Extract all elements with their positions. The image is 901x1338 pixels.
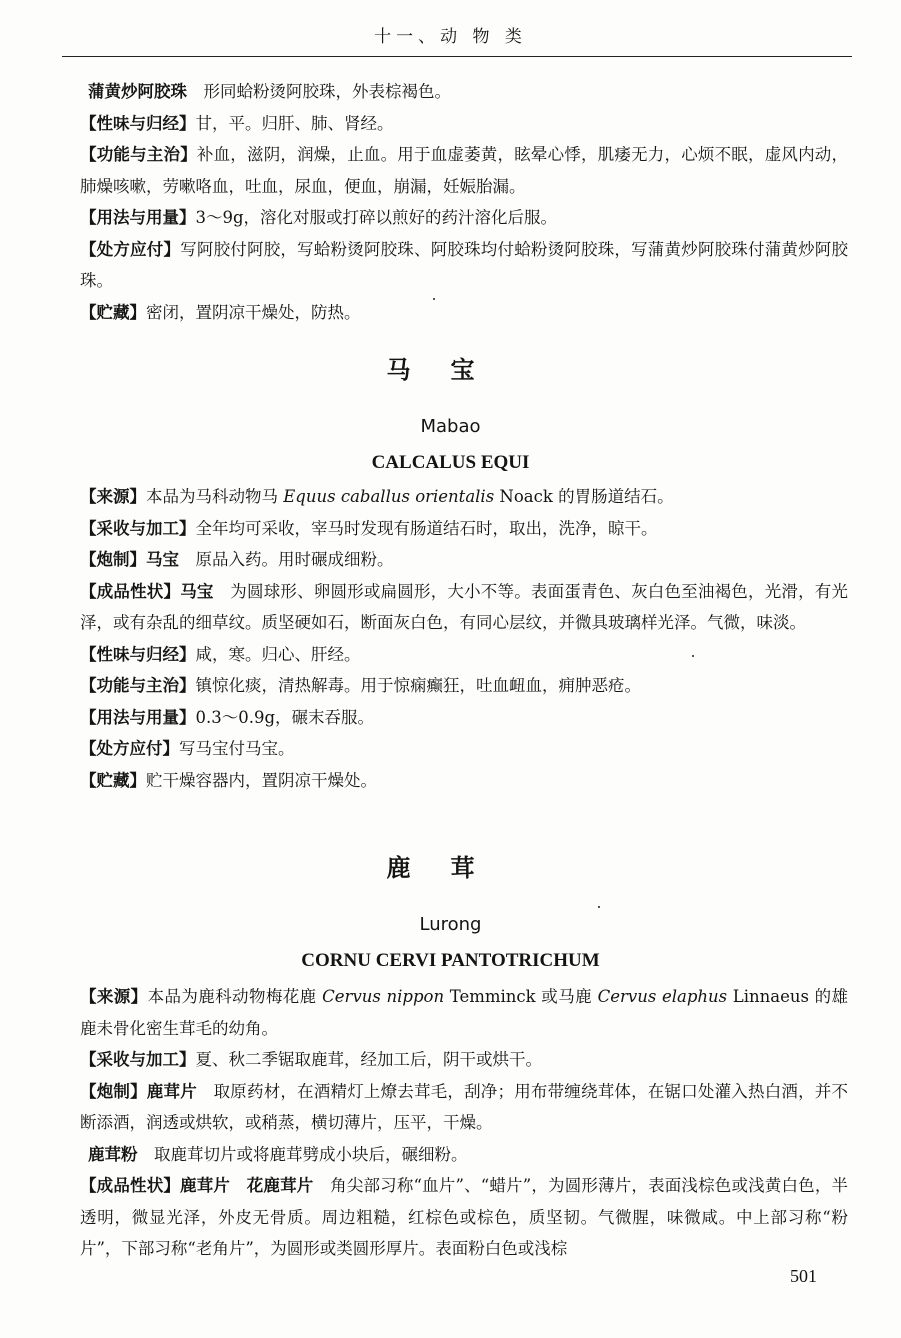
latin-name-mabao: CALCALUS EQUI xyxy=(371,452,530,473)
paragraph-powder xyxy=(80,1139,848,1171)
scan-speck xyxy=(598,906,600,908)
label-processing: 【炮制】鹿茸片 xyxy=(80,1081,197,1101)
text-processing: 原品入药。用时碾成细粉。 xyxy=(179,550,394,569)
paragraph-properties xyxy=(80,576,848,639)
section-continuation xyxy=(80,76,848,328)
entry-body-lurong xyxy=(80,981,848,1265)
text-source-pre: 本品为马科动物马 xyxy=(146,487,284,506)
text-collection: 全年均可采收，宰马时发现有肠道结石时，取出，洗净，晾干。 xyxy=(195,518,658,538)
text-source-post: Linnaeus 的雄鹿未骨化密生茸毛的幼角。 xyxy=(80,987,848,1038)
label-dosage: 【用法与用量】 xyxy=(80,208,196,227)
label-prescription: 【处方应付】 xyxy=(80,239,181,259)
text-prescription: 写马宝付马宝。 xyxy=(179,739,295,758)
label-powder: 鹿茸粉 xyxy=(88,1144,138,1164)
paragraph-taste xyxy=(80,108,848,140)
label-function: 【功能与主治】 xyxy=(80,676,196,695)
paragraph-dosage xyxy=(80,702,848,734)
label-storage: 【贮藏】 xyxy=(80,302,146,322)
label-collection: 【采收与加工】 xyxy=(80,1050,196,1069)
text-puhuang: 形同蛤粉烫阿胶珠，外表棕褐色。 xyxy=(187,82,451,101)
label-dosage: 【用法与用量】 xyxy=(80,707,196,727)
paragraph-source xyxy=(80,981,848,1044)
label-taste: 【性味与归经】 xyxy=(80,113,196,133)
paragraph-storage xyxy=(80,765,848,797)
text-source-mid: Temminck 或马鹿 xyxy=(444,987,598,1006)
text-powder: 取鹿茸切片或将鹿茸劈成小块后，碾细粉。 xyxy=(137,1144,468,1164)
latin-name-lurong: CORNU CERVI PANTOTRICHUM xyxy=(301,950,600,971)
paragraph-collection xyxy=(80,513,848,545)
pinyin-mabao: Mabao xyxy=(420,416,481,437)
text-source-post: Noack 的胃肠道结石。 xyxy=(494,487,674,506)
paragraph-function xyxy=(80,670,848,702)
paragraph-function xyxy=(80,139,848,202)
species-name: Equus caballus orientalis xyxy=(283,487,495,506)
label-prescription: 【处方应付】 xyxy=(80,739,179,758)
label-taste: 【性味与归经】 xyxy=(80,644,196,664)
text-storage: 密闭，置阴凉干燥处，防热。 xyxy=(146,302,361,322)
species-name-2: Cervus elaphus xyxy=(597,987,728,1006)
text-taste: 甘，平。归肝、肺、肾经。 xyxy=(195,113,394,133)
label-properties: 【成品性状】马宝 xyxy=(80,581,214,601)
entry-title-mabao: 马宝 xyxy=(386,356,515,384)
species-name-1: Cervus nippon xyxy=(322,987,445,1006)
label-collection: 【采收与加工】 xyxy=(80,518,196,538)
text-storage: 贮干燥容器内，置阴凉干燥处。 xyxy=(146,770,377,790)
entry-title-lurong: 鹿茸 xyxy=(386,854,515,882)
header-rule xyxy=(62,56,852,57)
scan-speck xyxy=(692,655,694,657)
paragraph-puhuang xyxy=(80,76,848,108)
label-function: 【功能与主治】 xyxy=(80,145,197,164)
text-function: 补血，滋阴，润燥，止血。用于血虚萎黄，眩晕心悸，肌痿无力，心烦不眠，虚风内动，肺燥咳嗽，劳嗽咯血，吐血，尿血，便血，崩漏，妊娠胎漏。 xyxy=(80,145,849,196)
paragraph-processing xyxy=(80,544,848,576)
label-puhuang: 蒲黄炒阿胶珠 xyxy=(88,82,187,101)
label-storage: 【贮藏】 xyxy=(80,770,146,790)
page-number: 501 xyxy=(790,1266,817,1286)
text-function: 镇惊化痰，清热解毒。用于惊痫癫狂，吐血衄血，痈肿恶疮。 xyxy=(195,676,641,695)
text-dosage: 0.3～0.9g，碾末吞服。 xyxy=(195,707,375,727)
pinyin-lurong: Lurong xyxy=(419,914,482,935)
text-taste: 咸，寒。归心、肝经。 xyxy=(195,644,361,664)
label-properties: 【成品性状】鹿茸片 花鹿茸片 xyxy=(80,1176,314,1195)
label-processing: 【炮制】马宝 xyxy=(80,550,179,569)
running-header: 十一、动 物 类 xyxy=(374,27,527,47)
paragraph-source xyxy=(80,481,848,513)
paragraph-properties xyxy=(80,1170,848,1265)
text-collection: 夏、秋二季锯取鹿茸，经加工后，阴干或烘干。 xyxy=(195,1050,542,1069)
label-source: 【来源】 xyxy=(80,487,146,506)
paragraph-storage xyxy=(80,297,848,329)
paragraph-dosage xyxy=(80,202,848,234)
scan-speck xyxy=(433,298,435,300)
text-properties: 角尖部习称“血片”、“蜡片”，为圆形薄片，表面浅棕色或浅黄白色，半透明，微显光泽，外皮无骨质。周边粗糙，红棕色或棕色，质坚韧。气微腥，味微咸。中上部习称“粉片”，下部习称“老角片”，为圆形或类圆形厚片。表面粉白色或浅棕 xyxy=(80,1176,849,1258)
entry-body-mabao xyxy=(80,481,848,796)
text-source-pre: 本品为鹿科动物梅花鹿 xyxy=(147,987,323,1006)
paragraph-prescription xyxy=(80,234,848,297)
paragraph-processing xyxy=(80,1076,848,1139)
paragraph-prescription xyxy=(80,733,848,765)
text-processing: 取原药材，在酒精灯上燎去茸毛，刮净；用布带缠绕茸体，在锯口处灌入热白酒，并不断添酒，润透或烘软，或稍蒸，横切薄片，压平，干燥。 xyxy=(80,1081,849,1132)
text-dosage: 3～9g，溶化对服或打碎以煎好的药汁溶化后服。 xyxy=(195,208,558,227)
label-source: 【来源】 xyxy=(80,987,148,1006)
paragraph-collection xyxy=(80,1044,848,1076)
text-properties: 为圆球形、卵圆形或扁圆形，大小不等。表面蛋青色、灰白色至油褐色，光滑，有光泽，或有杂乱的细草纹。质坚硬如石，断面灰白色，有同心层纹，并微具玻璃样光泽。气微，味淡。 xyxy=(80,581,849,632)
text-prescription: 写阿胶付阿胶，写蛤粉烫阿胶珠、阿胶珠均付蛤粉烫阿胶珠，写蒲黄炒阿胶珠付蒲黄炒阿胶珠。 xyxy=(80,239,849,290)
paragraph-taste xyxy=(80,639,848,671)
